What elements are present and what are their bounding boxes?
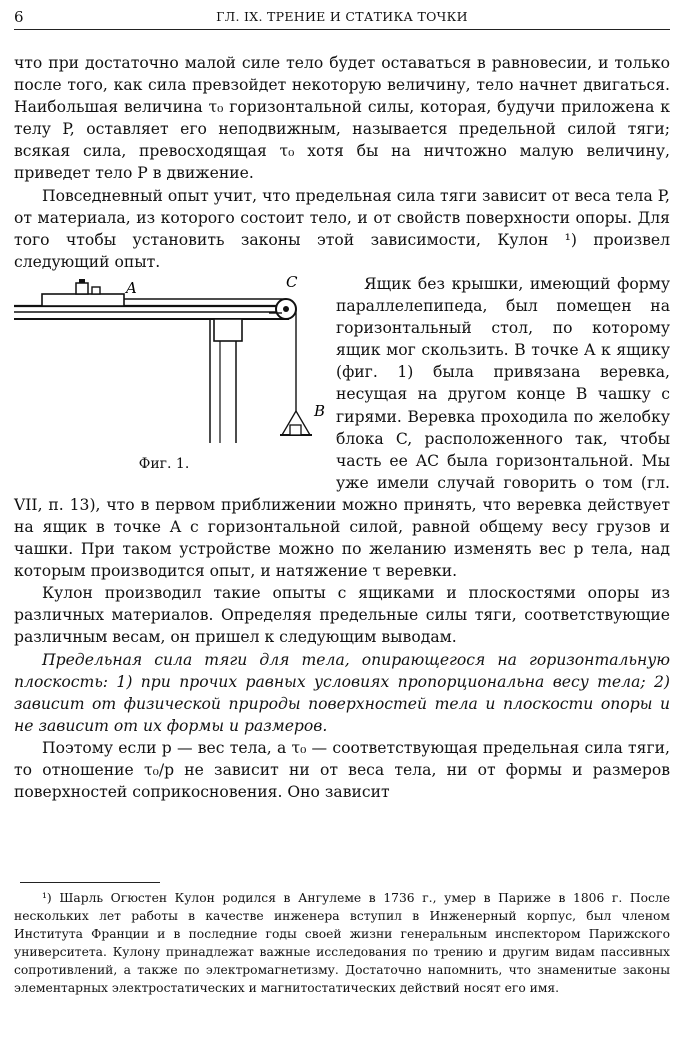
chapter-title: ГЛ. IX. ТРЕНИЕ И СТАТИКА ТОЧКИ [216,9,468,24]
page [14,6,670,802]
paragraph-2: Повседневный опыт учит, что предельная сила тяги зависит от веса тела P, от материала, из которого состоит тело, и от свойств поверхности опоры. Для того чтобы установить законы этой зависимости, Кулон ¹) произвел следующий опыт. [14,186,670,271]
header-rule [14,29,670,30]
running-header [14,6,670,28]
label-b: B [314,401,326,420]
paragraph-5-italic: Предельная сила тяги для тела, опирающегося на горизонтальную плоскость: 1) при прочих равных условиях пропорциональна весу тела; 2) зависит от физической природы поверхностей тела и плоскости опоры и не зависит от их формы и размеров. [14,650,670,735]
footnote-rule [20,882,160,883]
label-c: C [286,272,298,291]
footnote [14,890,670,997]
main-text [14,52,670,803]
paragraph-3: Ящик без крышки, имеющий форму параллелепипеда, был помещен на горизонтальный стол, по которому ящик мог скользить. В точке A к ящику (фиг. 1) была привязана веревка, несущая на другом конце B чашку с гирями. Веревка проходила по желобку блока C, расположенного так, чтобы часть ее AC была горизонтальной. Мы уже имели случай говорить о том (гл. VII, п. 13), что в первом приближении можно принять, что веревка действует на ящик в точке A с горизонтальной силой, равной общему весу грузов и чашки. При таком устройстве можно по желанию изменять вес p тела, над которым производится опыт, и натяжение τ веревки. [14,274,670,581]
figure-1 [14,273,326,485]
paragraph-1: что при достаточно малой силе тело будет оставаться в равновесии, и только после того, как сила превзойдет некоторую величину, тело начнет двигаться. Наибольшая величина τ₀ горизонтальной силы, которая, будучи приложена к телу P, оставляет его неподвижным, называется предельной силой тяги; всякая сила, превосходящая τ₀ хотя бы на ничтожно малую величину, приведет тело P в движение. [14,54,670,183]
footnote-text: ¹) Шарль Огюстен Кулон родился в Ангулеме в 1736 г., умер в Париже в 1806 г. После нескольких лет работы в качестве инженера вступил в Инженерный корпус, был членом Института Франции и в последние годы своей жизни генеральным инспектором Парижского университета. Кулону принадлежат важные исследования по трению и другим видам пассивных сопротивлений, а также по электромагнетизму. Достаточно напомнить, что знаменитые законы элементарных электростатических и магнитостатических действий носят его имя. [14,891,670,995]
paragraph-4: Кулон производил такие опыты с ящиками и плоскостями опоры из различных материалов. Определяя предельные силы тяги, соответствующие различным весам, он пришел к следующим выводам. [14,584,670,647]
figure-caption: Фиг. 1. [138,455,190,472]
label-a: A [126,278,137,297]
page-number: 6 [14,8,24,26]
paragraph-6: Поэтому если p — вес тела, а τ₀ — соответствующая предельная сила тяги, то отношение τ₀/p не зависит ни от веса тела, ни от формы и размеров поверхностей соприкосновения. Оно зависит [14,738,670,802]
